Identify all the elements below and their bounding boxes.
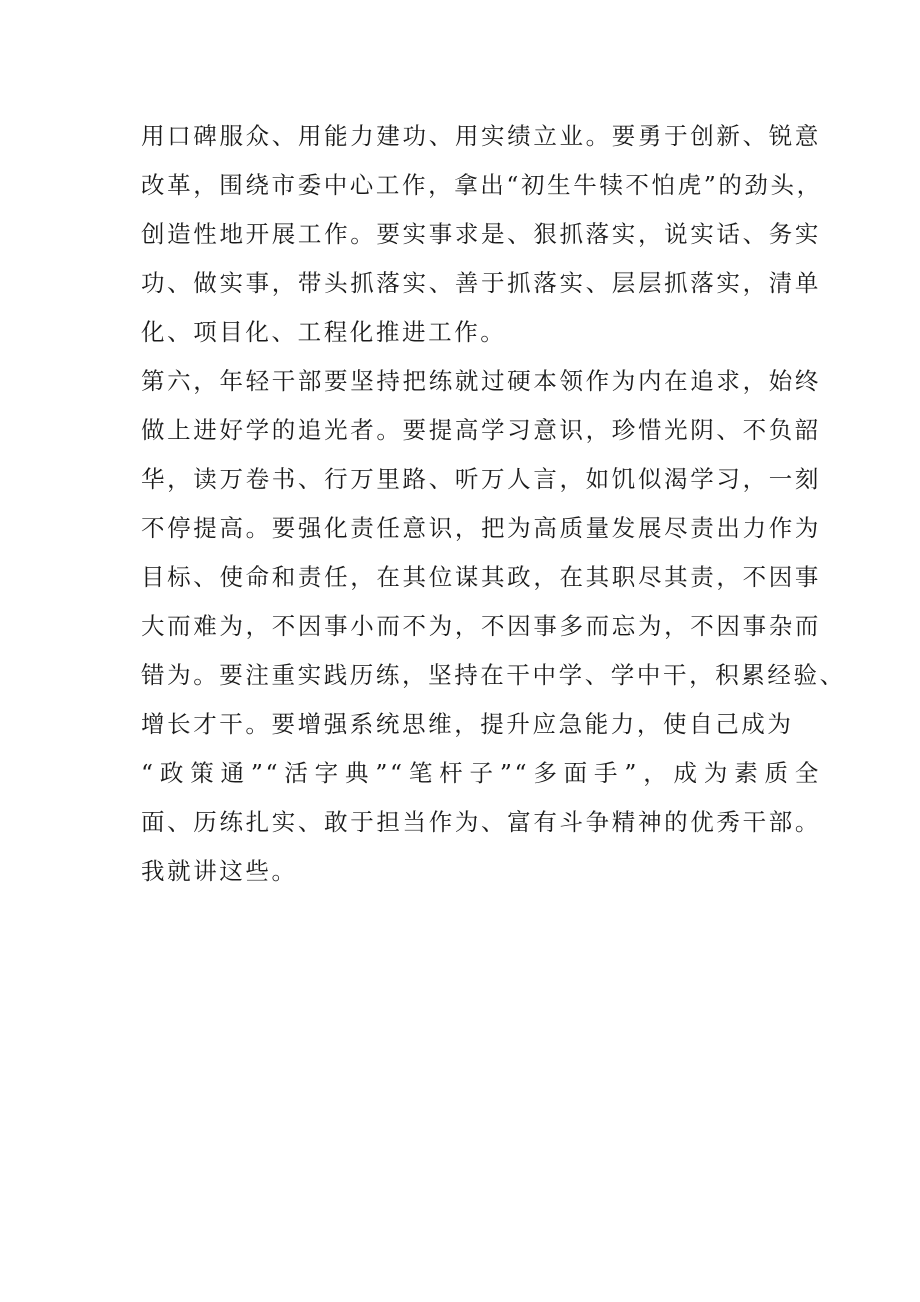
text-line: 不停提高。要强化责任意识，把为高质量发展尽责出力作为	[141, 514, 821, 542]
body-text	[141, 112, 846, 896]
text-line: 功、做实事，带头抓落实、善于抓落实、层层抓落实，清单	[141, 269, 821, 297]
text-line: 用口碑服众、用能力建功、用实绩立业。要勇于创新、锐意	[141, 122, 821, 150]
text-line: 增长才干。要增强系统思维，提升应急能力，使自己成为	[141, 710, 794, 738]
text-line: 大而难为，不因事小而不为，不因事多而忘为，不因事杂而	[141, 612, 821, 640]
text-line: 化、项目化、工程化推进工作。	[141, 318, 507, 346]
text-line: “政策通”“活字典”“笔杆子”“多面手”，成为素质全	[141, 759, 821, 787]
text-line: 华，读万卷书、行万里路、听万人言，如饥似渴学习，一刻	[141, 465, 821, 493]
text-line: 做上进好学的追光者。要提高学习意识，珍惜光阴、不负韶	[141, 416, 821, 444]
text-line: 面、历练扎实、敢于担当作为、富有斗争精神的优秀干部。	[141, 808, 821, 836]
text-line: 错为。要注重实践历练，坚持在干中学、学中干，积累经验、	[141, 661, 846, 689]
text-line: 目标、使命和责任，在其位谋其政，在其职尽其责，不因事	[141, 563, 821, 591]
text-line: 第六，年轻干部要坚持把练就过硬本领作为内在追求，始终	[141, 367, 821, 395]
text-line: 我就讲这些。	[141, 857, 298, 885]
text-line: 创造性地开展工作。要实事求是、狠抓落实，说实话、务实	[141, 220, 821, 248]
text-line: 改革，围绕市委中心工作，拿出“初生牛犊不怕虎”的劲头，	[141, 171, 823, 199]
